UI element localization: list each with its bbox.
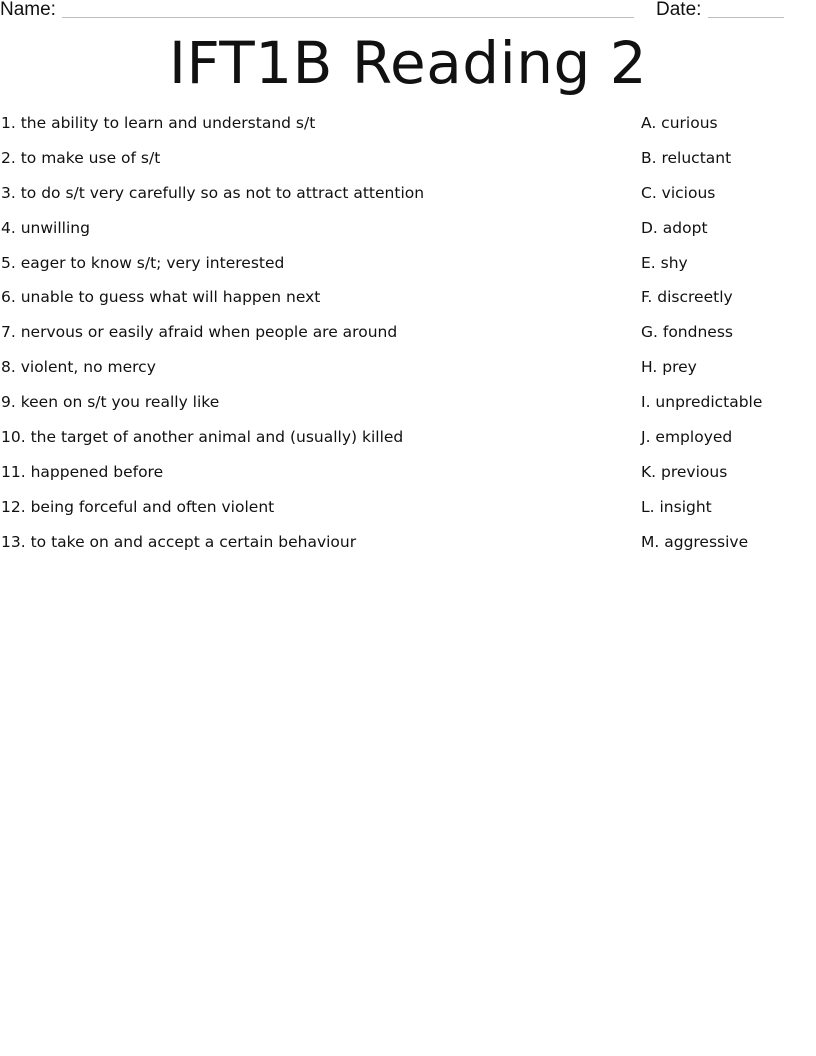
- matching-row: [0, 496, 816, 531]
- answer-option: D. adopt: [641, 218, 708, 237]
- date-label: Date:: [656, 0, 702, 20]
- answer-option: G. fondness: [641, 323, 733, 342]
- clue-text: 3. to do s/t very carefully so as not to attract attention: [1, 183, 425, 202]
- matching-row: [0, 531, 816, 566]
- matching-row: [0, 182, 816, 217]
- clue-text: 4. unwilling: [1, 218, 90, 237]
- clue-text: 8. violent, no mercy: [1, 358, 156, 377]
- page-title: IFT1B Reading 2: [168, 29, 648, 97]
- clue-text: 12. being forceful and often violent: [1, 497, 275, 516]
- matching-row: [0, 147, 816, 182]
- clue-text: 13. to take on and accept a certain behaviour: [1, 532, 357, 551]
- answer-option: A. curious: [641, 114, 718, 132]
- name-blank-line[interactable]: [62, 17, 634, 18]
- clue-text: 7. nervous or easily afraid when people are around: [1, 323, 398, 342]
- matching-row: [0, 217, 816, 252]
- answer-option: M. aggressive: [641, 532, 749, 551]
- matching-row: [0, 286, 816, 321]
- answer-option: K. previous: [641, 462, 728, 481]
- answer-option: C. vicious: [641, 183, 716, 202]
- clue-text: 6. unable to guess what will happen next: [1, 288, 321, 307]
- matching-row: [0, 391, 816, 426]
- answer-option: F. discreetly: [641, 288, 733, 307]
- name-label: Name:: [0, 0, 56, 20]
- clue-text: 9. keen on s/t you really like: [1, 393, 220, 412]
- clue-text: 10. the target of another animal and (usually) killed: [1, 428, 404, 447]
- date-blank-line[interactable]: [708, 17, 784, 18]
- answer-option: E. shy: [641, 253, 688, 272]
- answer-option: H. prey: [641, 358, 697, 377]
- matching-row: [0, 252, 816, 287]
- clue-text: 11. happened before: [1, 462, 164, 481]
- answer-option: I. unpredictable: [641, 393, 763, 412]
- matching-row: [0, 321, 816, 356]
- answer-option: L. insight: [641, 497, 712, 516]
- header-line: [0, 0, 816, 24]
- matching-row: [0, 461, 816, 496]
- clue-text: 5. eager to know s/t; very interested: [1, 253, 285, 272]
- matching-list: [0, 112, 816, 566]
- matching-row: [0, 426, 816, 461]
- clue-text: 1. the ability to learn and understand s/t: [1, 114, 316, 132]
- clue-text: 2. to make use of s/t: [1, 148, 161, 167]
- matching-row: [0, 112, 816, 147]
- matching-row: [0, 356, 816, 391]
- answer-option: J. employed: [641, 428, 733, 447]
- answer-option: B. reluctant: [641, 148, 732, 167]
